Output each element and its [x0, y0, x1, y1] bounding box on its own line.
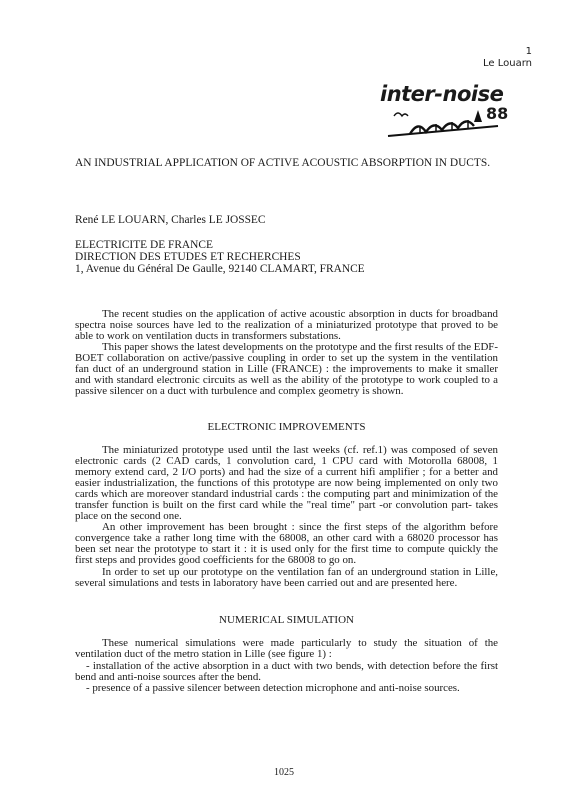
electronic-paragraph-3: In order to set up our prototype on the ventilation fan of an underground station in Lille, several simulations and tests in laboratory have been carried out and are presented here. [75, 565, 498, 589]
affiliation-address: 1, Avenue du Général De Gaulle, 92140 CLAMART, FRANCE [75, 263, 365, 275]
affiliation-org: ELECTRICITE DE FRANCE [75, 239, 213, 251]
electronic-paragraph-1: The miniaturized prototype used until the last weeks (cf. ref.1) was composed of seven electronic cards (2 CAD cards, 1 convolution card, 1 CPU card with Motorolla 68008, 1 memory extend card, 2 I/O ports) and had the size of a current hifi amplifier ; for a better and easier industrialization, the functions of this prototype are now being implemented on only two cards which are moreover standard industrial cards : the computing part and minimization of the transfer function is built on the first card while the "real time" part -or convolution part- takes place on the second one. [75, 444, 498, 523]
page-number: 1025 [274, 767, 294, 778]
section-heading-electronic: ELECTRONIC IMPROVEMENTS [207, 421, 366, 433]
numerical-paragraph-1: These numerical simulations were made particularly to study the situation of the ventilation duct of the metro station in Lille (see figure 1) : [75, 637, 498, 661]
header-author: Le Louarn [483, 58, 532, 69]
conference-logo [380, 82, 530, 142]
list-item: - installation of the active absorption in a duct with two bends, with detection before the first bend and anti-noise sources after the bend. [75, 660, 498, 684]
affiliation-dept: DIRECTION DES ETUDES ET RECHERCHES [75, 251, 301, 263]
intro-section [75, 309, 498, 397]
list-item: - presence of a passive silencer between detection microphone and anti-noise sources. [86, 682, 460, 695]
numerical-list [75, 661, 498, 694]
authors: René LE LOUARN, Charles LE JOSSEC [75, 214, 266, 226]
intro-paragraph-1: The recent studies on the application of active acoustic absorption in ducts for broadband spectra noise sources have led to the realization of a miniaturized prototype that proved to be able to work on ventilation ducts in transformers substations. [75, 308, 498, 343]
intro-paragraph-2: This paper shows the latest developments on the prototype and the first results of the EDF-BOET collaboration on active/passive coupling in order to set up the system in the ventilation fan duct of an underground station in Lille (FRANCE) : the improvements to make it smaller and with standard electronic circuits as well as the ability of the prototype to work coupled to a passive silencer on a duct with turbulence and complex geometry is shown. [75, 341, 498, 398]
section-heading-numerical: NUMERICAL SIMULATION [219, 614, 354, 626]
header-page-index: 1 [525, 46, 532, 57]
numerical-section [75, 638, 498, 660]
logo-text: inter-noise [380, 82, 504, 106]
electronic-paragraph-2: An other improvement has been brought : since the first steps of the algorithm before convergence take a rather long time with the 68008, an other card with a 68020 processor has been set near the prototype to start it : it is used only for the first time to compute quickly the first steps and provides good coefficients for the 68008 to go on. [75, 521, 498, 567]
bridge-icon [380, 106, 500, 140]
paper-title: AN INDUSTRIAL APPLICATION OF ACTIVE ACOUSTIC ABSORPTION IN DUCTS. [75, 157, 491, 169]
logo-year: 88 [486, 104, 509, 123]
electronic-section [75, 445, 498, 589]
